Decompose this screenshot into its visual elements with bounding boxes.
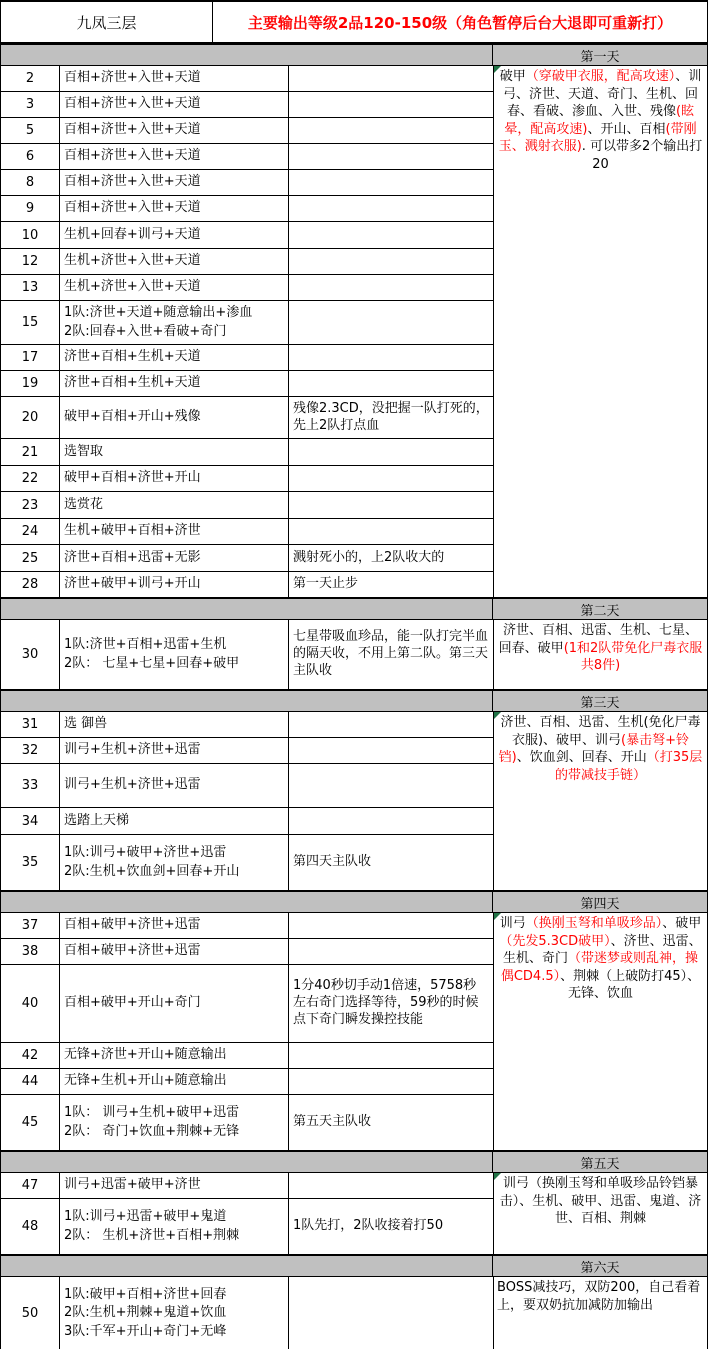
red-note-text: (带刚玉、溅射衣服)	[498, 121, 697, 155]
team-line: 训弓+生机+济世+迅雷	[64, 777, 201, 793]
team-line: 1队： 训弓+生机+破甲+迅雷	[64, 1105, 240, 1121]
red-note-text: （打35层的带减技手链）	[554, 750, 703, 783]
level-number-cell: 32	[1, 738, 60, 763]
team-composition-cell	[60, 738, 289, 763]
day-band-spacer	[1, 599, 493, 619]
team-line: 百相+济世+入世+天道	[64, 200, 201, 216]
note-cell	[289, 1069, 494, 1094]
table-row	[1, 1173, 494, 1199]
comment-marker-icon	[494, 712, 501, 719]
red-note-text: (1和2队带免化尸毒衣服共8件)	[563, 640, 703, 674]
table-row	[1, 144, 494, 170]
day-section-body	[1, 66, 708, 598]
level-number-cell: 35	[1, 835, 60, 890]
team-line: 生机+济世+入世+天道	[64, 279, 201, 295]
team-line: 2队:生机+荆棘+鬼道+饮血	[64, 1305, 227, 1321]
table-row	[1, 466, 494, 492]
level-number-cell: 45	[1, 1095, 60, 1150]
team-composition-cell	[60, 519, 289, 544]
note-cell	[289, 939, 494, 964]
level-number-cell: 42	[1, 1043, 60, 1068]
note-text: 训弓	[499, 916, 526, 931]
note-cell	[289, 1277, 494, 1349]
team-composition-cell	[60, 92, 289, 117]
level-number-cell: 23	[1, 492, 60, 518]
team-line: 训弓+迅雷+破甲+济世	[64, 1177, 201, 1193]
table-row	[1, 275, 494, 301]
team-line: 1队:济世+百相+迅雷+生机	[64, 637, 227, 653]
note-cell	[289, 118, 494, 143]
level-number-cell: 2	[1, 66, 60, 91]
table-row	[1, 764, 494, 808]
note-cell	[289, 275, 494, 300]
note-text: 、破甲	[662, 916, 702, 931]
team-composition-cell	[60, 1199, 289, 1254]
team-line: 百相+济世+入世+天道	[64, 122, 201, 138]
rows-area	[1, 913, 494, 1151]
level-number-cell: 10	[1, 222, 60, 248]
team-line: 百相+破甲+开山+奇门	[64, 995, 201, 1011]
day-section-body	[1, 712, 708, 891]
note-cell	[289, 170, 494, 195]
note-cell	[289, 249, 494, 274]
table-row	[1, 1069, 494, 1095]
level-number-cell: 24	[1, 519, 60, 544]
team-composition-cell	[60, 439, 289, 465]
table-row	[1, 620, 494, 690]
red-note-text: (眩晕，配高攻速)	[504, 104, 695, 137]
team-composition-cell	[60, 492, 289, 518]
note-cell	[289, 1043, 494, 1068]
level-number-cell: 33	[1, 764, 60, 807]
note-cell: 七星带吸血珍品，能一队打完半血的隔天收，不用上第二队。第三天主队收	[289, 620, 494, 689]
note-cell: 第一天止步	[289, 572, 494, 597]
comment-marker-icon	[494, 1173, 501, 1180]
team-line: 2队： 奇门+饮血+荆棘+无锋	[64, 1123, 240, 1139]
team-composition-cell	[60, 1277, 289, 1349]
note-cell	[289, 492, 494, 518]
level-number-cell: 44	[1, 1069, 60, 1094]
team-composition-cell	[60, 118, 289, 143]
day-notes-cell	[494, 620, 708, 690]
level-number-cell: 31	[1, 712, 60, 737]
team-line: 百相+破甲+济世+迅雷	[64, 943, 201, 959]
note-text: 、饮血剑、回春、开山	[516, 750, 647, 766]
table-row	[1, 808, 494, 835]
day-section-body	[1, 913, 708, 1151]
note-cell	[289, 808, 494, 834]
team-composition-cell	[60, 1069, 289, 1094]
team-line: 选赏花	[64, 496, 104, 512]
note-cell	[289, 371, 494, 396]
team-line: 百相+济世+入世+天道	[64, 96, 201, 112]
table-row	[1, 92, 494, 118]
table-row	[1, 1277, 494, 1349]
note-text: 训弓（换刚玉弩和单吸珍品铃铛暴击）、生机、破甲、迅雷、鬼道、济世、百相、荆棘	[499, 1176, 702, 1227]
level-number-cell: 47	[1, 1173, 60, 1198]
note-cell	[289, 301, 494, 344]
team-composition-cell	[60, 1095, 289, 1150]
table-row	[1, 1199, 494, 1255]
table-row	[1, 1095, 494, 1151]
team-line: 1队:破甲+百相+济世+回春	[64, 1287, 227, 1303]
day-band-spacer	[1, 1256, 493, 1276]
table-row	[1, 519, 494, 545]
team-line: 百相+济世+入世+天道	[64, 70, 201, 86]
day-notes-cell	[494, 1173, 708, 1255]
note-cell: 溅射死小的，上2队收大的	[289, 545, 494, 571]
note-cell	[289, 913, 494, 938]
team-composition-cell	[60, 222, 289, 248]
team-line: 济世+破甲+训弓+开山	[64, 576, 201, 592]
day-section-body	[1, 620, 708, 690]
day-band	[1, 891, 708, 913]
team-composition-cell	[60, 371, 289, 396]
team-line: 训弓+生机+济世+迅雷	[64, 742, 201, 758]
note-cell	[289, 345, 494, 370]
team-composition-cell	[60, 712, 289, 737]
day-band-spacer	[1, 1152, 493, 1172]
team-line: 济世+百相+迅雷+无影	[64, 549, 201, 565]
team-line: 1队:训弓+破甲+济世+迅雷	[64, 845, 227, 861]
day-notes-cell	[494, 66, 708, 598]
team-composition-cell	[60, 764, 289, 807]
table-header-row	[1, 2, 708, 44]
note-cell: 第五天主队收	[289, 1095, 494, 1150]
note-text: 破甲	[499, 69, 526, 84]
level-number-cell: 3	[1, 92, 60, 117]
table-row	[1, 965, 494, 1043]
day-section-body	[1, 1277, 708, 1349]
level-number-cell: 28	[1, 572, 60, 597]
team-line: 选 御兽	[64, 716, 108, 732]
day-band-spacer	[1, 892, 493, 912]
level-number-cell: 19	[1, 371, 60, 396]
team-composition-cell	[60, 275, 289, 300]
table-row	[1, 301, 494, 345]
level-number-cell: 21	[1, 439, 60, 465]
note-cell: 1队先打，2队收接着打50	[289, 1199, 494, 1254]
level-number-cell: 50	[1, 1277, 60, 1349]
team-composition-cell	[60, 66, 289, 91]
team-line: 1队:训弓+迅雷+破甲+鬼道	[64, 1209, 227, 1225]
level-number-cell: 22	[1, 466, 60, 491]
team-composition-cell	[60, 301, 289, 344]
table-row	[1, 572, 494, 598]
day-label: 第五天	[493, 1152, 708, 1172]
team-line: 百相+破甲+济世+迅雷	[64, 917, 201, 933]
red-note-text: （换刚玉弩和单吸珍品）	[525, 916, 663, 931]
team-composition-cell	[60, 939, 289, 964]
team-composition-cell	[60, 196, 289, 221]
red-note-text: （带迷梦或则乱神，操偶CD4.5）	[500, 951, 699, 984]
team-line: 百相+济世+入世+天道	[64, 174, 201, 190]
table-row	[1, 1043, 494, 1069]
rows-area	[1, 1277, 494, 1349]
team-composition-cell	[60, 1043, 289, 1068]
team-line: 选智取	[64, 443, 104, 459]
rows-area	[1, 66, 494, 598]
table-row	[1, 439, 494, 466]
team-line: 生机+破甲+百相+济世	[64, 523, 201, 539]
table-row	[1, 249, 494, 275]
note-cell: 1分40秒切手动1倍速，5758秒左右奇门选择等待，59秒的时候点下奇门瞬发操控技能	[289, 965, 494, 1042]
day-notes-cell	[494, 913, 708, 1151]
team-line: 2队:生机+饮血剑+回春+开山	[64, 863, 240, 879]
team-line: 破甲+百相+济世+开山	[64, 470, 201, 486]
note-cell	[289, 764, 494, 807]
table-row	[1, 118, 494, 144]
team-line: 2队： 生机+济世+百相+荆棘	[64, 1227, 240, 1243]
team-composition-cell	[60, 466, 289, 491]
team-line: 选踏上天梯	[64, 812, 130, 828]
note-text: . 可以带多2个输出打20	[581, 139, 703, 172]
team-line: 济世+百相+生机+天道	[64, 375, 201, 391]
table-row	[1, 738, 494, 764]
day-band	[1, 598, 708, 620]
team-composition-cell	[60, 965, 289, 1042]
note-text: 、荆棘（上破防打45）、无锋、饮血	[560, 968, 701, 1002]
sections-container	[1, 44, 708, 1349]
level-number-cell: 25	[1, 545, 60, 571]
team-line: 生机+济世+入世+天道	[64, 253, 201, 269]
note-cell: 残像2.3CD，没把握一队打死的，先上2队打点血	[289, 397, 494, 438]
level-number-cell: 37	[1, 913, 60, 938]
team-composition-cell	[60, 170, 289, 195]
day-band-spacer	[1, 45, 493, 65]
note-text: 、开山、百相	[587, 121, 666, 137]
note-cell	[289, 92, 494, 117]
team-composition-cell	[60, 144, 289, 169]
note-cell	[289, 144, 494, 169]
note-cell	[289, 466, 494, 491]
table-row	[1, 371, 494, 397]
level-number-cell: 6	[1, 144, 60, 169]
table-row	[1, 66, 494, 92]
team-line: 3队:千军+开山+奇门+无峰	[64, 1323, 227, 1339]
note-cell	[289, 222, 494, 248]
table-row	[1, 913, 494, 939]
sheet-red-note-cell: 主要输出等级2品120-150级（角色暂停后台大退即可重新打）	[213, 2, 708, 42]
team-composition-cell	[60, 572, 289, 597]
team-composition-cell	[60, 808, 289, 834]
note-cell	[289, 738, 494, 763]
day-label: 第一天	[493, 45, 708, 65]
team-line: 2队:回春+入世+看破+奇门	[64, 323, 227, 339]
table-row	[1, 397, 494, 439]
note-cell	[289, 439, 494, 465]
table-row	[1, 545, 494, 572]
table-row	[1, 712, 494, 738]
rows-area	[1, 620, 494, 690]
day-band	[1, 690, 708, 712]
rows-area	[1, 1173, 494, 1255]
table-row	[1, 345, 494, 371]
team-composition-cell	[60, 345, 289, 370]
table-row	[1, 835, 494, 891]
team-composition-cell	[60, 249, 289, 274]
day-label: 第三天	[493, 691, 708, 711]
level-number-cell: 40	[1, 965, 60, 1042]
level-number-cell: 48	[1, 1199, 60, 1254]
note-text: 济世、百相、迅雷、生机、七星、回春、破甲	[498, 623, 698, 656]
level-number-cell: 9	[1, 196, 60, 221]
note-cell	[289, 66, 494, 91]
level-number-cell: 38	[1, 939, 60, 964]
level-number-cell: 5	[1, 118, 60, 143]
note-cell: 第四天主队收	[289, 835, 494, 890]
day-band-spacer	[1, 691, 493, 711]
day-band	[1, 1255, 708, 1277]
team-composition-cell	[60, 620, 289, 689]
table-row	[1, 222, 494, 249]
team-composition-cell	[60, 835, 289, 890]
note-cell	[289, 196, 494, 221]
team-line: 济世+百相+生机+天道	[64, 349, 201, 365]
comment-marker-icon	[494, 66, 501, 73]
level-number-cell: 8	[1, 170, 60, 195]
team-composition-cell	[60, 1173, 289, 1198]
day-label: 第四天	[493, 892, 708, 912]
day-label: 第六天	[493, 1256, 708, 1276]
note-cell	[289, 712, 494, 737]
day-section-body	[1, 1173, 708, 1255]
level-number-cell: 34	[1, 808, 60, 834]
red-note-text: (暴击弩+铃铛)	[498, 732, 690, 766]
team-line: 1队:济世+天道+随意输出+渗血	[64, 305, 253, 321]
level-number-cell: 12	[1, 249, 60, 274]
note-cell	[289, 519, 494, 544]
note-cell	[289, 1173, 494, 1198]
level-number-cell: 17	[1, 345, 60, 370]
level-number-cell: 30	[1, 620, 60, 689]
team-composition-cell	[60, 913, 289, 938]
team-composition-cell	[60, 545, 289, 571]
note-text: 济世、百相、迅雷、生机(免化尸毒衣服)、破甲、训弓	[500, 715, 701, 748]
day-band	[1, 1151, 708, 1173]
team-line: 百相+济世+入世+天道	[64, 148, 201, 164]
team-composition-cell	[60, 397, 289, 438]
note-text: BOSS减技巧，双防200，自己看着上，要双奶抗加减防加输出	[497, 1280, 701, 1313]
level-number-cell: 15	[1, 301, 60, 344]
level-number-cell: 13	[1, 275, 60, 300]
team-line: 破甲+百相+开山+残像	[64, 409, 201, 425]
team-line: 无锋+济世+开山+随意输出	[64, 1047, 227, 1063]
team-line: 2队： 七星+七星+回春+破甲	[64, 655, 240, 671]
sheet-title-cell: 九凤三层	[1, 2, 213, 42]
red-note-text: （穿破甲衣服，配高攻速）	[525, 69, 676, 84]
comment-marker-icon	[494, 913, 501, 920]
day-band	[1, 44, 708, 66]
team-line: 生机+回春+训弓+天道	[64, 226, 201, 242]
day-label: 第二天	[493, 599, 708, 619]
day-notes-cell	[494, 1277, 708, 1349]
table-row	[1, 492, 494, 519]
level-number-cell: 20	[1, 397, 60, 438]
note-text: 、济世、迅雷、生机、奇门	[502, 933, 702, 967]
team-line: 无锋+生机+开山+随意输出	[64, 1073, 227, 1089]
day-notes-cell	[494, 712, 708, 891]
note-text: 、训弓、济世、天道、奇门、生机、回春、看破、渗血、入世、残像	[502, 69, 702, 120]
table-row	[1, 939, 494, 965]
rows-area	[1, 712, 494, 891]
table-row	[1, 170, 494, 196]
red-note-text: （先发5.3CD破甲）	[499, 933, 611, 949]
table-row	[1, 196, 494, 222]
